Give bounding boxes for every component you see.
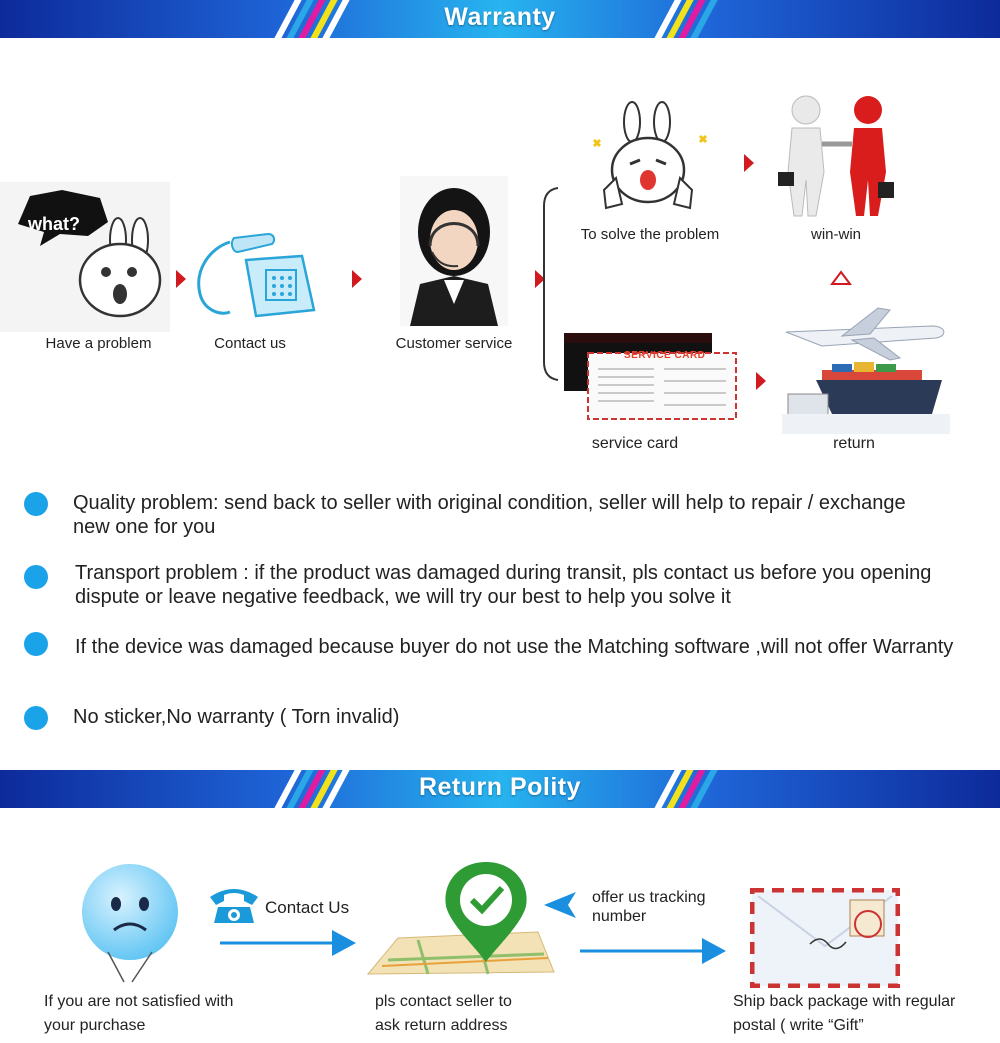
customer-service-illustration — [400, 176, 508, 326]
bullet-dot — [24, 492, 48, 516]
have-problem-illustration — [0, 182, 170, 332]
warranty-banner — [0, 0, 1000, 38]
not-satisfied-text: If you are not satisfied with your purchase — [44, 993, 234, 1034]
win-win-illustration — [772, 92, 900, 222]
return-policy-title: Return Polity — [418, 773, 582, 801]
ship-back-text: Ship back package with regular postal ( write “Gift” — [733, 993, 956, 1034]
service-card-title: SERVICE CARD — [624, 350, 706, 361]
happy-bunny-icon — [580, 100, 720, 222]
return-caption: return — [833, 435, 875, 452]
right-arrow-icon — [580, 936, 730, 966]
service-card-caption: service card — [591, 435, 679, 452]
airplane-ship-icon — [782, 306, 950, 434]
envelope-icon — [750, 888, 900, 988]
branch-bracket — [538, 186, 562, 382]
warranty-title: Warranty — [444, 3, 556, 31]
win-win-caption: win-win — [810, 226, 861, 243]
sad-face-balloon-icon — [70, 858, 190, 988]
return-illustration — [782, 306, 950, 434]
up-arrow-icon — [830, 270, 852, 286]
left-arrow-icon — [542, 890, 582, 920]
bullet-text-sticker: No sticker,No warranty ( Torn invalid) — [73, 706, 400, 728]
solve-problem-caption: To solve the problem — [580, 226, 720, 243]
pls-contact-text: pls contact seller to ask return address — [375, 993, 512, 1034]
flow-arrow — [744, 154, 754, 172]
offer-tracking-text: offer us tracking number — [592, 889, 706, 925]
bullet-dot — [24, 632, 48, 656]
contact-us-caption: Contact us — [214, 335, 286, 352]
bullet-dot — [24, 565, 48, 589]
map-pin-icon — [358, 854, 558, 984]
return-policy-banner — [0, 770, 1000, 808]
confused-bunny-icon — [0, 182, 170, 332]
bullet-text-transport: Transport problem : if the product was damaged during transit, pls contact us before you opening dispute or leave negative feedback, we will try our best to help you solve it — [75, 562, 932, 608]
handshake-figures-icon — [772, 92, 900, 222]
bullet-text-software: If the device was damaged because buyer do not use the Matching software ,will not offer Warranty — [75, 636, 954, 658]
telephone-icon — [190, 230, 320, 330]
flow-arrow — [176, 270, 186, 288]
what-bubble-text: what? — [28, 214, 80, 234]
right-arrow-icon — [220, 928, 360, 958]
contact-us-illustration — [190, 230, 320, 330]
have-problem-caption: Have a problem — [45, 335, 152, 352]
bullet-text-quality: Quality problem: send back to seller with original condition, seller will help to repair / exchange new one for you — [73, 492, 906, 538]
service-card-illustration — [564, 333, 740, 425]
flow-arrow — [756, 372, 766, 390]
bullet-dot — [24, 706, 48, 730]
customer-service-caption: Customer service — [395, 335, 513, 352]
solve-problem-illustration — [580, 100, 720, 222]
contact-us-label: Contact Us — [265, 898, 350, 917]
phone-icon — [208, 885, 260, 925]
service-card-icon — [564, 333, 740, 425]
flow-arrow — [352, 270, 362, 288]
headset-agent-icon — [400, 176, 508, 326]
